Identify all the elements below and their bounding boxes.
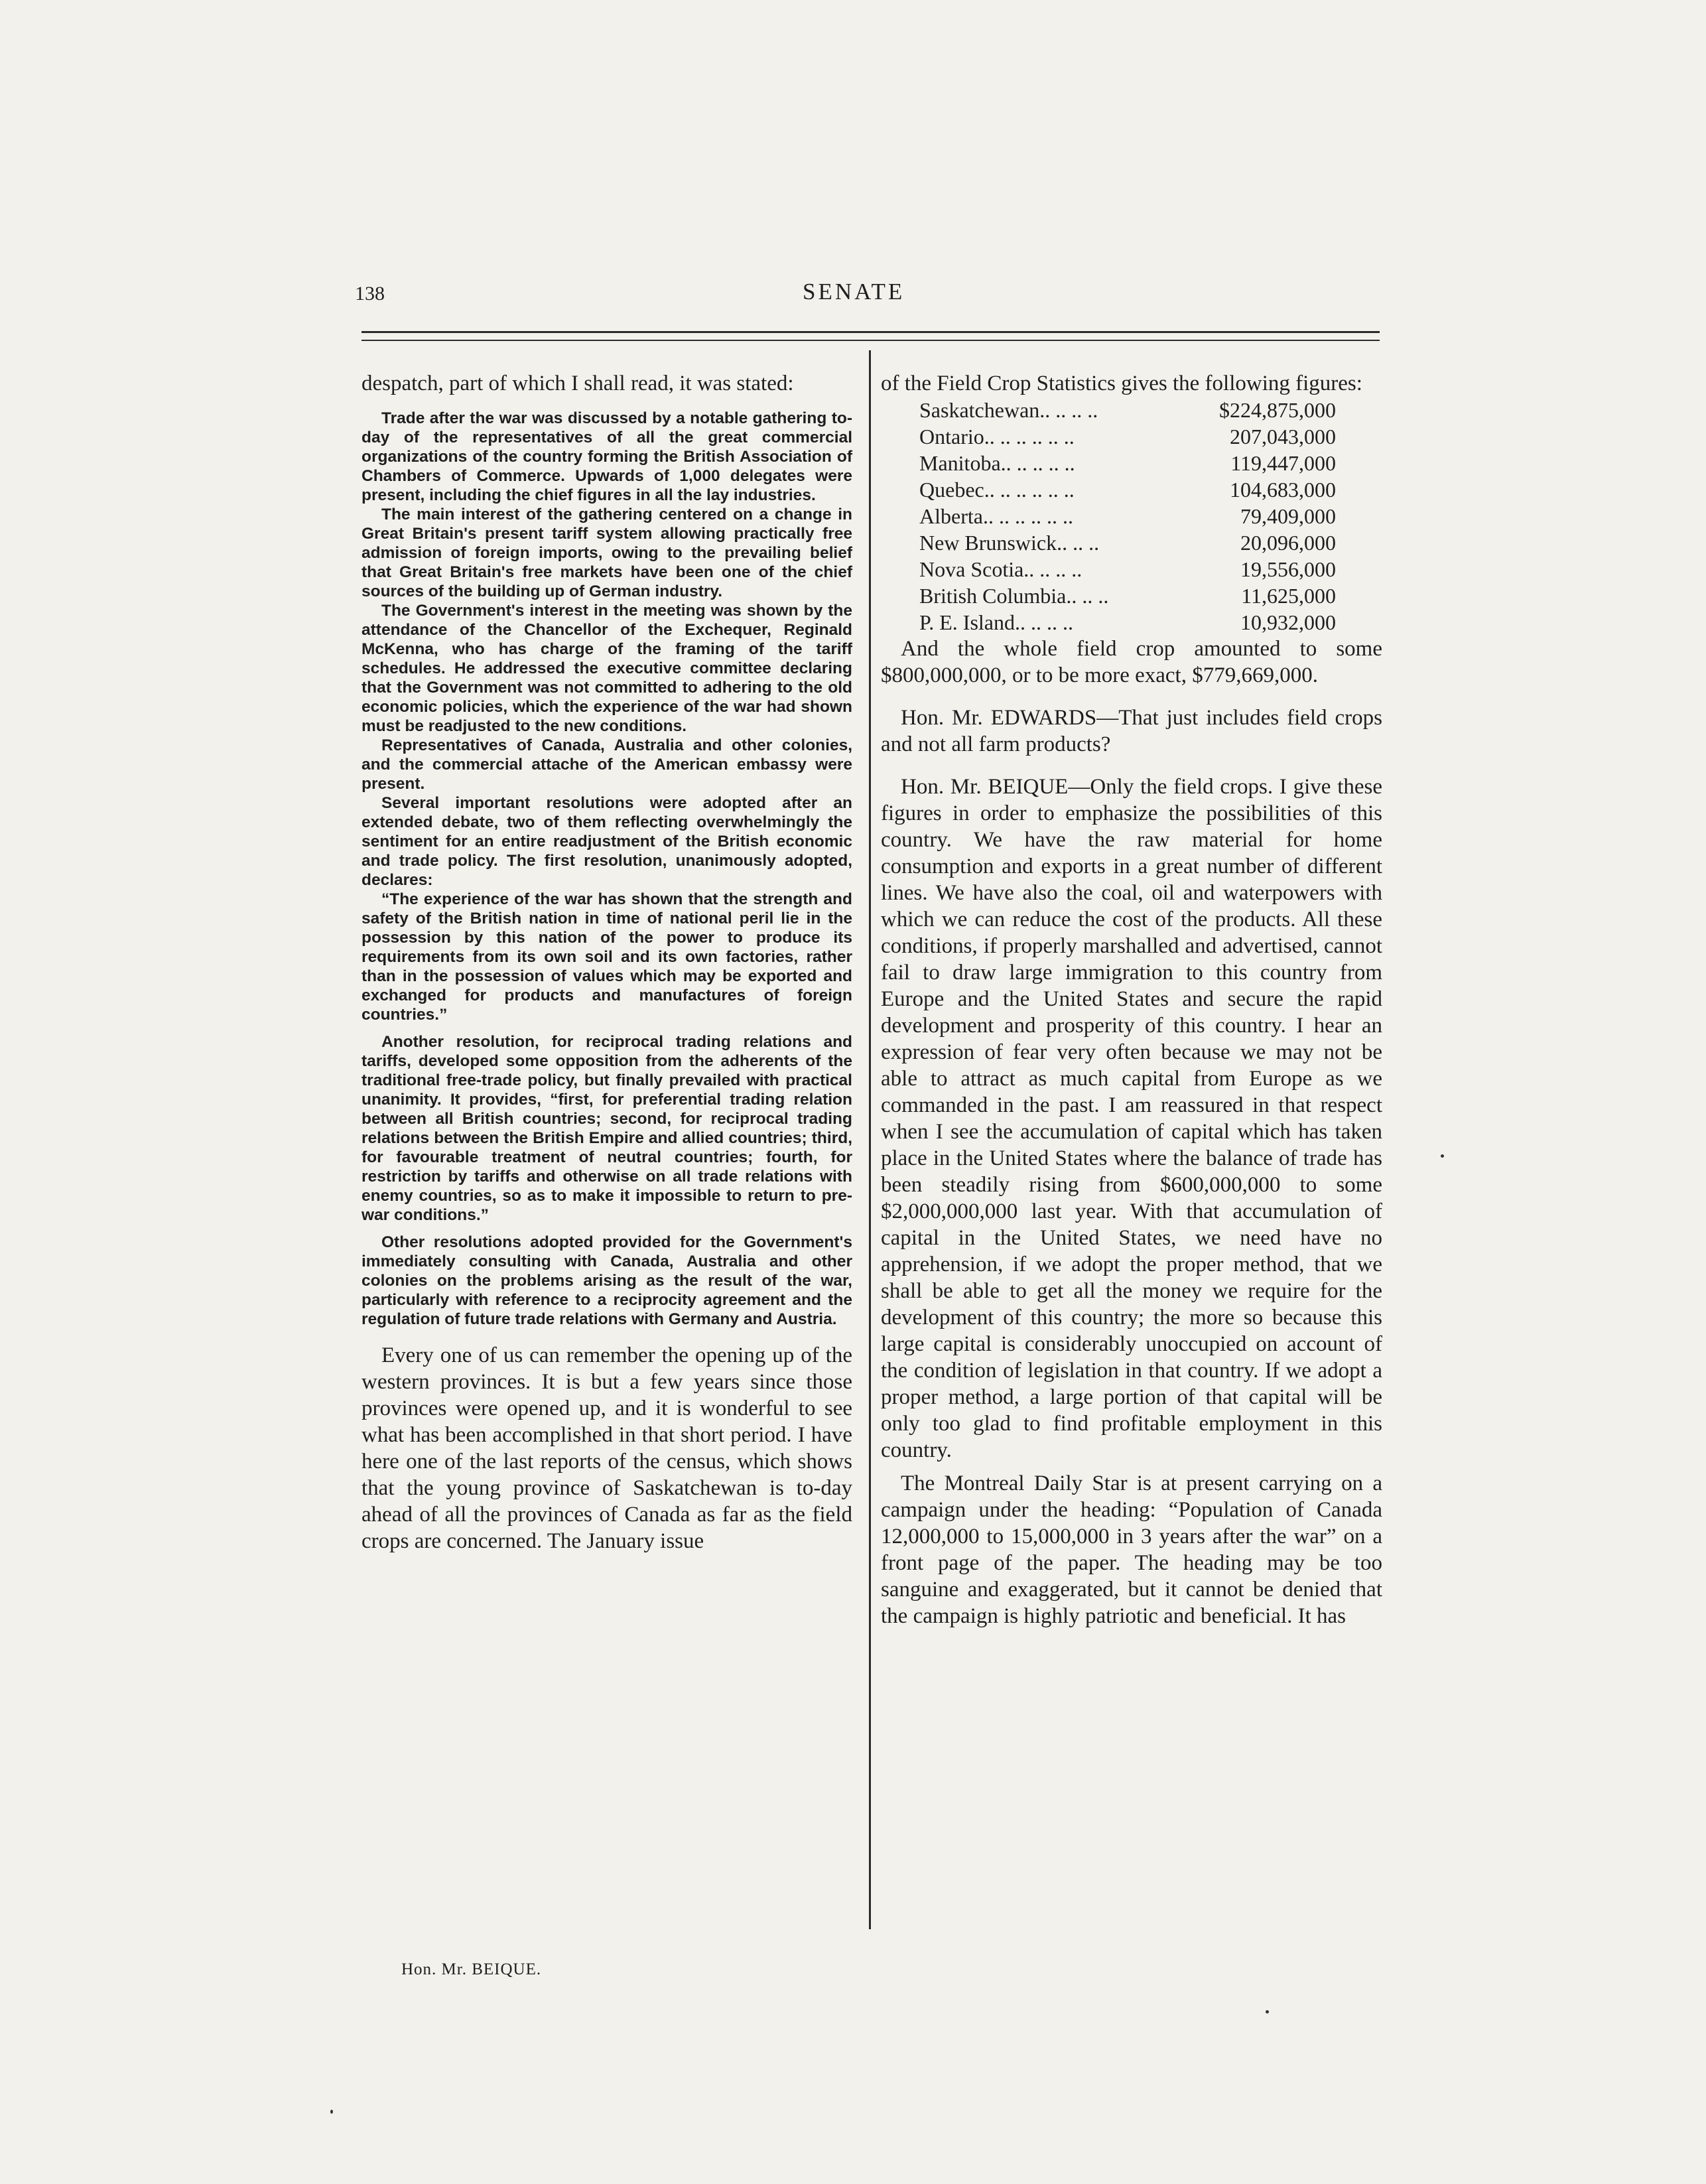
page-number: 138 [355,283,385,305]
quoted-despatch [361,409,852,1329]
quote-paragraph: The main interest of the gathering centered on a change in Great Britain's present tariff system allowing practically free admission of foreign imports, owing to the prevailing belief that Great Britain's free markets have been one of the chief sources of the building up of German industry. [361,506,852,600]
quote-paragraph: Trade after the war was discussed by a notable gathering to-day of the representatives of all the great commercial organizations of the country forming the British Association of Chambers of Commerce. Upwards of 1,000 delegates were present, including the chief figures in all the lay industries. [361,409,852,504]
province-name: Alberta.. .. .. .. .. .. [919,504,1073,528]
province-name: P. E. Island.. .. .. .. [919,610,1073,634]
right-intro-paragraph: of the Field Crop Statistics gives the following figures: [881,372,1362,395]
crop-amount: 119,447,000 [1230,451,1336,475]
quote-paragraph: Another resolution, for reciprocal trading relations and tariffs, developed some opposition from the adherents of the traditional free-trade policy, but finally prevailed with practical unanimity. It provides, “first, for preferential trading relation between all British countries; second, for reciprocal trading relations between the British Empire and allied countries; third, for favourable treatment of neutral countries; fourth, for restriction by tariffs and otherwise on all trade relations with enemy countries, so as to make it impossible to return to pre-war conditions.” [361,1033,852,1224]
header-rule [361,331,1380,333]
right-column [881,370,1382,1629]
quote-paragraph: Other resolutions adopted provided for the Government's immediately consulting with Canada, Australia and other colonies on the problems arising as the result of the war, particularly with reference to a reciprocity agreement and the regulation of future trade relations with Germany and Austria. [361,1233,852,1328]
table-row [919,503,1336,529]
table-row [919,397,1336,423]
province-name: British Columbia.. .. .. [919,584,1109,608]
crop-amount: 207,043,000 [1230,425,1336,448]
table-row [919,556,1336,582]
province-name: Quebec.. .. .. .. .. .. [919,478,1075,502]
beique-reply: Hon. Mr. BEIQUE—Only the field crops. I give these figures in order to emphasize the possibilities of this country. We have the raw material for home consumption and exports in a great number of different lines. We have also the coal, oil and waterpowers with which we can reduce the cost of the products. All these conditions, if properly marshalled and advertised, cannot fail to draw large immigration to this country from Europe and the United States and secure the rapid development and prosperity of this country. I hear an expression of fear very often because we may not be able to attract as much capital from Europe as we commanded in the past. I am reassured in that respect when I see the accumulation of capital which has taken place in the United States where the balance of trade has been steadily rising from $600,000,000 to some $2,000,000,000 last year. With that accumulation of capital in the United States, we need have no apprehension, if we adopt the proper method, that we shall be able to get all the money we require for the development of this country; the more so because this large capital is considerably unoccupied on account of the condition of legislation in that country. If we adopt a proper method, a large portion of that capital will be only too glad to find profitable employment in this country. [881,775,1382,1462]
montreal-star-paragraph: The Montreal Daily Star is at present carrying on a campaign under the heading: “Population of Canada 12,000,000 to 15,000,000 in 3 years after the war” on a front page of the paper. The heading may be too sanguine and exaggerated, but it cannot be denied that the campaign is highly patriotic and beneficial. It has [881,1471,1382,1628]
province-name: Saskatchewan.. .. .. .. [919,398,1098,422]
crop-total-paragraph: And the whole field crop amounted to some $800,000,000, or to be more exact, $779,669,000. [881,637,1382,687]
page-title: SENATE [803,279,905,305]
crop-amount: 20,096,000 [1240,531,1336,555]
left-intro-paragraph: despatch, part of which I shall read, it was stated: [361,372,794,395]
table-row [919,609,1336,636]
speaker-footer: Hon. Mr. BEIQUE. [401,1960,542,1978]
crop-amount: 11,625,000 [1241,584,1336,608]
quote-paragraph: Representatives of Canada, Australia and other colonies, and the commercial attache of the American embassy were present. [361,736,852,793]
quote-paragraph: Several important resolutions were adopted after an extended debate, two of them reflecting overwhelmingly the sentiment for an entire readjustment of the British economic and trade policy. The first resolution, unanimously adopted, declares: [361,794,852,889]
left-column [361,370,852,1554]
edwards-question: Hon. Mr. EDWARDS—That just includes field crops and not all farm products? [881,706,1382,756]
crop-amount: 10,932,000 [1240,610,1336,634]
scan-speck [1266,2010,1269,2013]
closing-paragraph: Every one of us can remember the opening up of the western provinces. It is but a few years since those provinces were opened up, and it is wonderful to see what has been accomplished in that short period. I have here one of the last reports of the census, which shows that the young province of Saskatchewan is to-day ahead of all the provinces of Canada as far as the field crops are concerned. The January issue [361,1343,852,1553]
table-row [919,476,1336,503]
scan-speck [330,2110,333,2114]
column-divider [869,350,871,1929]
quote-paragraph: The Government's interest in the meeting was shown by the attendance of the Chancellor of the Exchequer, Reginald McKenna, who has charge of the framing of the tariff schedules. He addressed the executive committee declaring that the Government was not committed to adhering to the old economic policies, which the experience of the war had shown must be readjusted to the new conditions. [361,602,852,735]
province-name: Nova Scotia.. .. .. .. [919,557,1083,581]
province-name: Ontario.. .. .. .. .. .. [919,425,1075,448]
crop-amount: 19,556,000 [1240,557,1336,581]
crop-amount: $224,875,000 [1219,398,1336,422]
field-crop-table [919,397,1336,636]
header-rule-thin [361,340,1380,341]
table-row [919,423,1336,450]
quote-paragraph: “The experience of the war has shown that the strength and safety of the British nation in time of national peril lie in the possession by this nation of the power to produce its requirements from its own soil and its own factories, rather than in the possession of values which may be exported and exchanged for products and manufactures of foreign countries.” [361,890,852,1024]
table-row [919,450,1336,476]
crop-amount: 79,409,000 [1240,504,1336,528]
province-name: New Brunswick.. .. .. [919,531,1100,555]
scan-speck [1441,1154,1444,1158]
crop-amount: 104,683,000 [1230,478,1336,502]
province-name: Manitoba.. .. .. .. .. [919,451,1075,475]
table-row [919,582,1336,609]
table-row [919,529,1336,556]
